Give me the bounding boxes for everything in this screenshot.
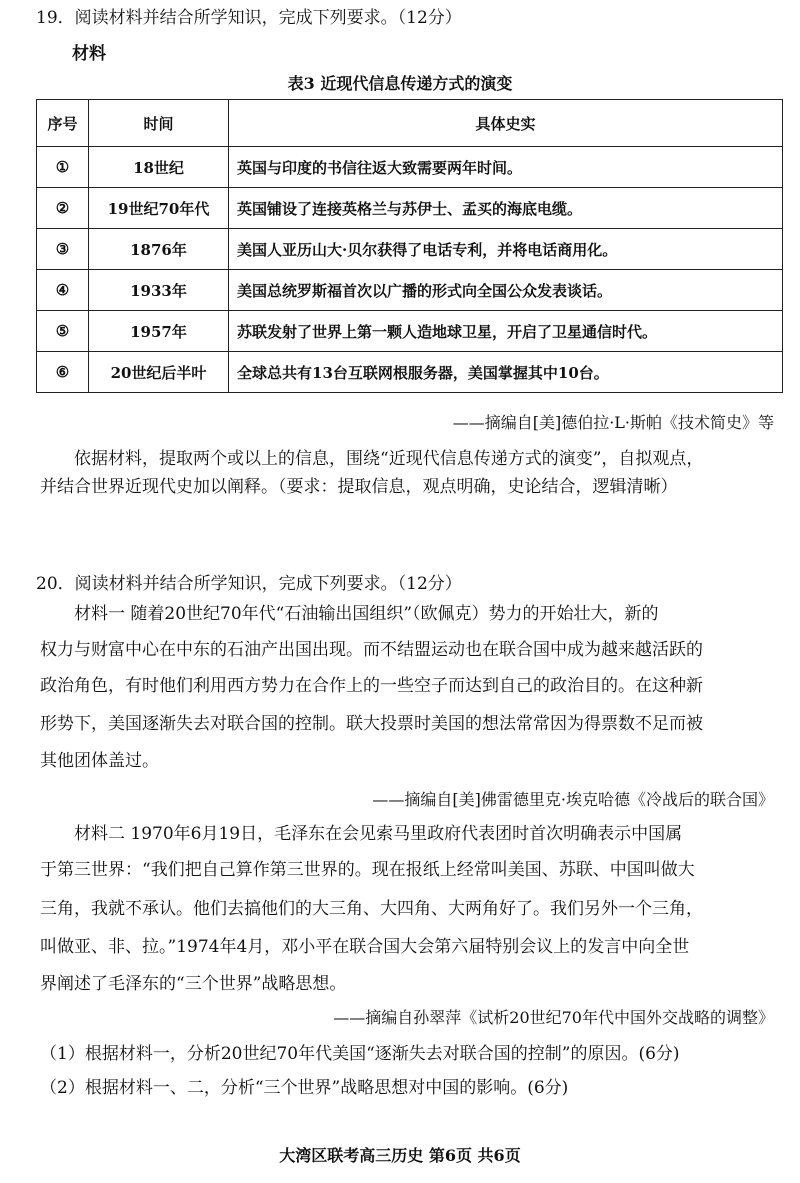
row-fact: 英国铺设了连接英格兰与苏伊士、孟买的海底电缆。 — [229, 188, 783, 229]
q19-source: ——摘编自[美]德伯拉·L·斯帕《技术简史》等 — [452, 413, 774, 432]
q20-material1-line: 其他团体盖过。 — [40, 751, 159, 771]
table-row — [37, 147, 783, 188]
header-fact: 具体史实 — [229, 100, 783, 147]
row-no: ③ — [37, 229, 89, 270]
table-row — [37, 188, 783, 229]
table-row — [37, 270, 783, 311]
row-no: ② — [37, 188, 89, 229]
table-row — [37, 229, 783, 270]
q20-material2-source: ——摘编自孙翠萍《试析20世纪70年代中国外交战略的调整》 — [333, 1008, 774, 1027]
q19-task-line: 依据材料，提取两个或以上的信息，围绕“近现代信息传递方式的演变”，自拟观点， — [74, 449, 704, 469]
row-fact: 全球总共有13台互联网根服务器，美国掌握其中10台。 — [229, 352, 783, 393]
row-no: ④ — [37, 270, 89, 311]
row-fact: 美国人亚历山大·贝尔获得了电话专利，并将电话商用化。 — [229, 229, 783, 270]
row-time: 1876年 — [89, 229, 229, 270]
page-footer: 大湾区联考高三历史 第6页 共6页 — [279, 1146, 521, 1165]
q20-material1-line: 权力与财富中心在中东的石油产出国出现。而不结盟运动也在联合国中成为越来越活跃的 — [40, 640, 703, 660]
row-fact: 英国与印度的书信往返大致需要两年时间。 — [229, 147, 783, 188]
q19-material-label: 材料 — [72, 44, 106, 64]
row-time: 20世纪后半叶 — [89, 352, 229, 393]
q20-material2-line: 界阐述了毛泽东的“三个世界”战略思想。 — [40, 974, 347, 994]
q20-stem: 20．阅读材料并结合所学知识，完成下列要求。（12分） — [36, 574, 462, 594]
table-header-row — [37, 100, 783, 147]
q20-material1-source: ——摘编自[美]佛雷德里克·埃克哈德《冷战后的联合国》 — [372, 790, 774, 809]
q20-material2-line: 叫做亚、非、拉。”1974年4月，邓小平在联合国大会第六届特别会议上的发言中向全世 — [40, 937, 690, 957]
q20-material2-line: 材料二 1970年6月19日，毛泽东在会见索马里政府代表团时首次明确表示中国属 — [74, 824, 683, 844]
row-fact: 美国总统罗斯福首次以广播的形式向全国公众发表谈话。 — [229, 270, 783, 311]
header-time: 时间 — [89, 100, 229, 147]
header-no: 序号 — [37, 100, 89, 147]
row-no: ① — [37, 147, 89, 188]
q20-material2-line: 三角，我就不承认。他们去搞他们的大三角、大四角、大两角好了。我们另外一个三角， — [40, 899, 703, 919]
table-row — [37, 311, 783, 352]
row-fact: 苏联发射了世界上第一颗人造地球卫星，开启了卫星通信时代。 — [229, 311, 783, 352]
row-time: 1957年 — [89, 311, 229, 352]
q20-subquestion-1: （1）根据材料一，分析20世纪70年代美国“逐渐失去对联合国的控制”的原因。(6分) — [40, 1044, 680, 1064]
row-time: 18世纪 — [89, 147, 229, 188]
table-title: 表3 近现代信息传递方式的演变 — [287, 74, 513, 93]
history-table — [36, 99, 783, 393]
q20-material1-line: 政治角色，有时他们利用西方势力在合作上的一些空子而达到自己的政治目的。在这种新 — [40, 676, 703, 696]
q20-material1-line: 材料一 随着20世纪70年代“石油输出国组织”（欧佩克）势力的开始壮大，新的 — [74, 604, 659, 624]
table-row — [37, 352, 783, 393]
q20-material1-line: 形势下，美国逐渐失去对联合国的控制。联大投票时美国的想法常常因为得票数不足而被 — [40, 714, 703, 734]
row-time: 19世纪70年代 — [89, 188, 229, 229]
row-no: ⑤ — [37, 311, 89, 352]
q19-stem: 19．阅读材料并结合所学知识，完成下列要求。（12分） — [36, 8, 462, 28]
q20-subquestion-2: （2）根据材料一、二，分析“三个世界”战略思想对中国的影响。(6分) — [40, 1078, 569, 1098]
row-time: 1933年 — [89, 270, 229, 311]
row-no: ⑥ — [37, 352, 89, 393]
q19-task-line: 并结合世界近现代史加以阐释。（要求：提取信息，观点明确，史论结合，逻辑清晰） — [40, 477, 678, 497]
q20-material2-line: 于第三世界：“我们把自己算作第三世界的。现在报纸上经常叫美国、苏联、中国叫做大 — [40, 860, 695, 880]
